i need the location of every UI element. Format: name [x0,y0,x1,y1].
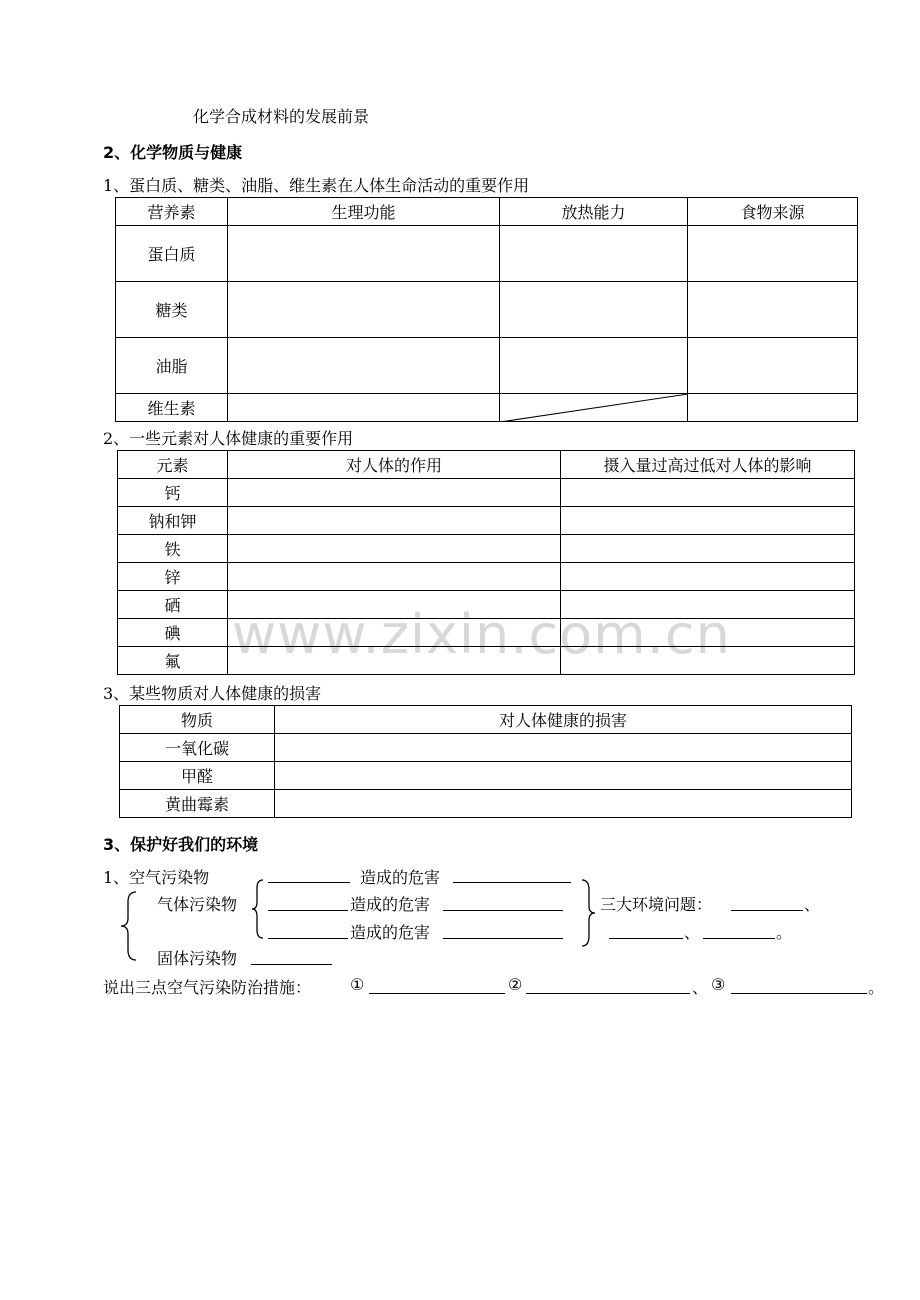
harm-blank-1[interactable] [453,866,571,883]
issue-period: 。 [776,923,793,942]
nutrient-table [115,197,858,422]
harm-label-3: 造成的危害 [350,923,431,942]
element-cell[interactable] [561,507,855,535]
measure-period: 。 [868,978,885,997]
nutrient-header-function: 生理功能 [228,198,500,226]
measure-comma: 、 [692,978,709,997]
issue-blank-3[interactable] [703,922,775,939]
element-cell[interactable] [561,591,855,619]
table2-caption: 2、一些元素对人体健康的重要作用 [103,429,354,448]
pollutant-blank-1[interactable] [268,866,350,883]
element-header-intake: 摄入量过高过低对人体的影响 [561,451,855,479]
harm-header-substance: 物质 [120,706,275,734]
nutrient-cell[interactable] [228,338,500,394]
table3-caption: 3、某些物质对人体健康的损害 [103,684,322,703]
nutrient-header-nutrient: 营养素 [116,198,228,226]
harm-blank-3[interactable] [443,922,563,939]
nutrient-cell[interactable] [500,338,688,394]
nutrient-header-source: 食物来源 [688,198,858,226]
nutrient-row-label: 油脂 [116,338,228,394]
element-row-label: 碘 [118,619,228,647]
element-row-label: 钙 [118,479,228,507]
watermark: www.zixin.com.cn [232,603,731,666]
element-cell[interactable] [561,619,855,647]
nutrient-cell[interactable] [500,226,688,282]
section3-heading: 3、保护好我们的环境 [103,835,259,854]
issue-blank-2[interactable] [609,922,683,939]
issue-comma-2: 、 [684,923,701,942]
harm-blank-2[interactable] [443,894,563,911]
measure-marker-1: ① [350,975,365,994]
element-cell[interactable] [228,591,561,619]
issue-blank-1[interactable] [731,894,803,911]
nutrient-cell-crossed [500,394,688,422]
harm-cell[interactable] [275,790,852,818]
nutrient-row-label: 蛋白质 [116,226,228,282]
right-brace-icon [578,878,598,948]
three-issues-label: 三大环境问题： [600,895,713,914]
nutrient-header-heat: 放热能力 [500,198,688,226]
element-cell[interactable] [561,479,855,507]
gas-pollutant-label: 气体污染物 [157,895,238,914]
harm-label-2: 造成的危害 [350,895,431,914]
nutrient-cell[interactable] [688,338,858,394]
harm-row-label: 黄曲霉素 [120,790,275,818]
air-pollutant-label: 1、空气污染物 [103,868,210,887]
outer-brace-icon [118,890,144,962]
element-cell[interactable] [228,535,561,563]
element-row-label: 锌 [118,563,228,591]
solid-blank[interactable] [251,948,332,965]
element-row-label: 钠和钾 [118,507,228,535]
element-cell[interactable] [228,563,561,591]
measure-blank-2[interactable] [526,977,690,994]
element-row-label: 铁 [118,535,228,563]
element-cell[interactable] [561,647,855,675]
element-table [117,450,855,675]
measure-blank-3[interactable] [731,977,867,994]
nutrient-cell[interactable] [228,226,500,282]
nutrient-cell[interactable] [688,394,858,422]
harm-row-label: 甲醛 [120,762,275,790]
issue-comma-1: 、 [804,895,821,914]
harm-header-damage: 对人体健康的损害 [275,706,852,734]
measure-marker-2: ② [508,975,523,994]
section2-heading: 2、化学物质与健康 [103,143,243,162]
nutrient-row-label: 糖类 [116,282,228,338]
nutrient-cell[interactable] [688,226,858,282]
element-cell[interactable] [561,535,855,563]
harm-table [119,705,852,818]
harm-label-1: 造成的危害 [360,868,441,887]
solid-pollutant-label: 固体污染物 [157,949,238,968]
gas-brace-icon [249,878,267,940]
harm-cell[interactable] [275,762,852,790]
element-header-element: 元素 [118,451,228,479]
table1-caption: 1、蛋白质、糖类、油脂、维生素在人体生命活动的重要作用 [103,176,530,195]
harm-row-label: 一氧化碳 [120,734,275,762]
harm-cell[interactable] [275,734,852,762]
pollutant-blank-3[interactable] [268,922,348,939]
element-header-effect: 对人体的作用 [228,451,561,479]
nutrient-cell[interactable] [500,282,688,338]
diagonal-slash [500,394,688,422]
element-cell[interactable] [561,563,855,591]
element-cell[interactable] [228,647,561,675]
element-cell[interactable] [228,619,561,647]
measures-label: 说出三点空气污染防治措施： [103,978,312,997]
intro-line: 化学合成材料的发展前景 [193,107,370,126]
measure-marker-3: ③ [711,975,726,994]
measure-blank-1[interactable] [369,977,505,994]
nutrient-cell[interactable] [228,282,500,338]
element-cell[interactable] [228,507,561,535]
nutrient-cell[interactable] [228,394,500,422]
element-row-label: 硒 [118,591,228,619]
nutrient-cell[interactable] [688,282,858,338]
element-row-label: 氟 [118,647,228,675]
element-cell[interactable] [228,479,561,507]
nutrient-row-label: 维生素 [116,394,228,422]
pollutant-blank-2[interactable] [268,894,348,911]
